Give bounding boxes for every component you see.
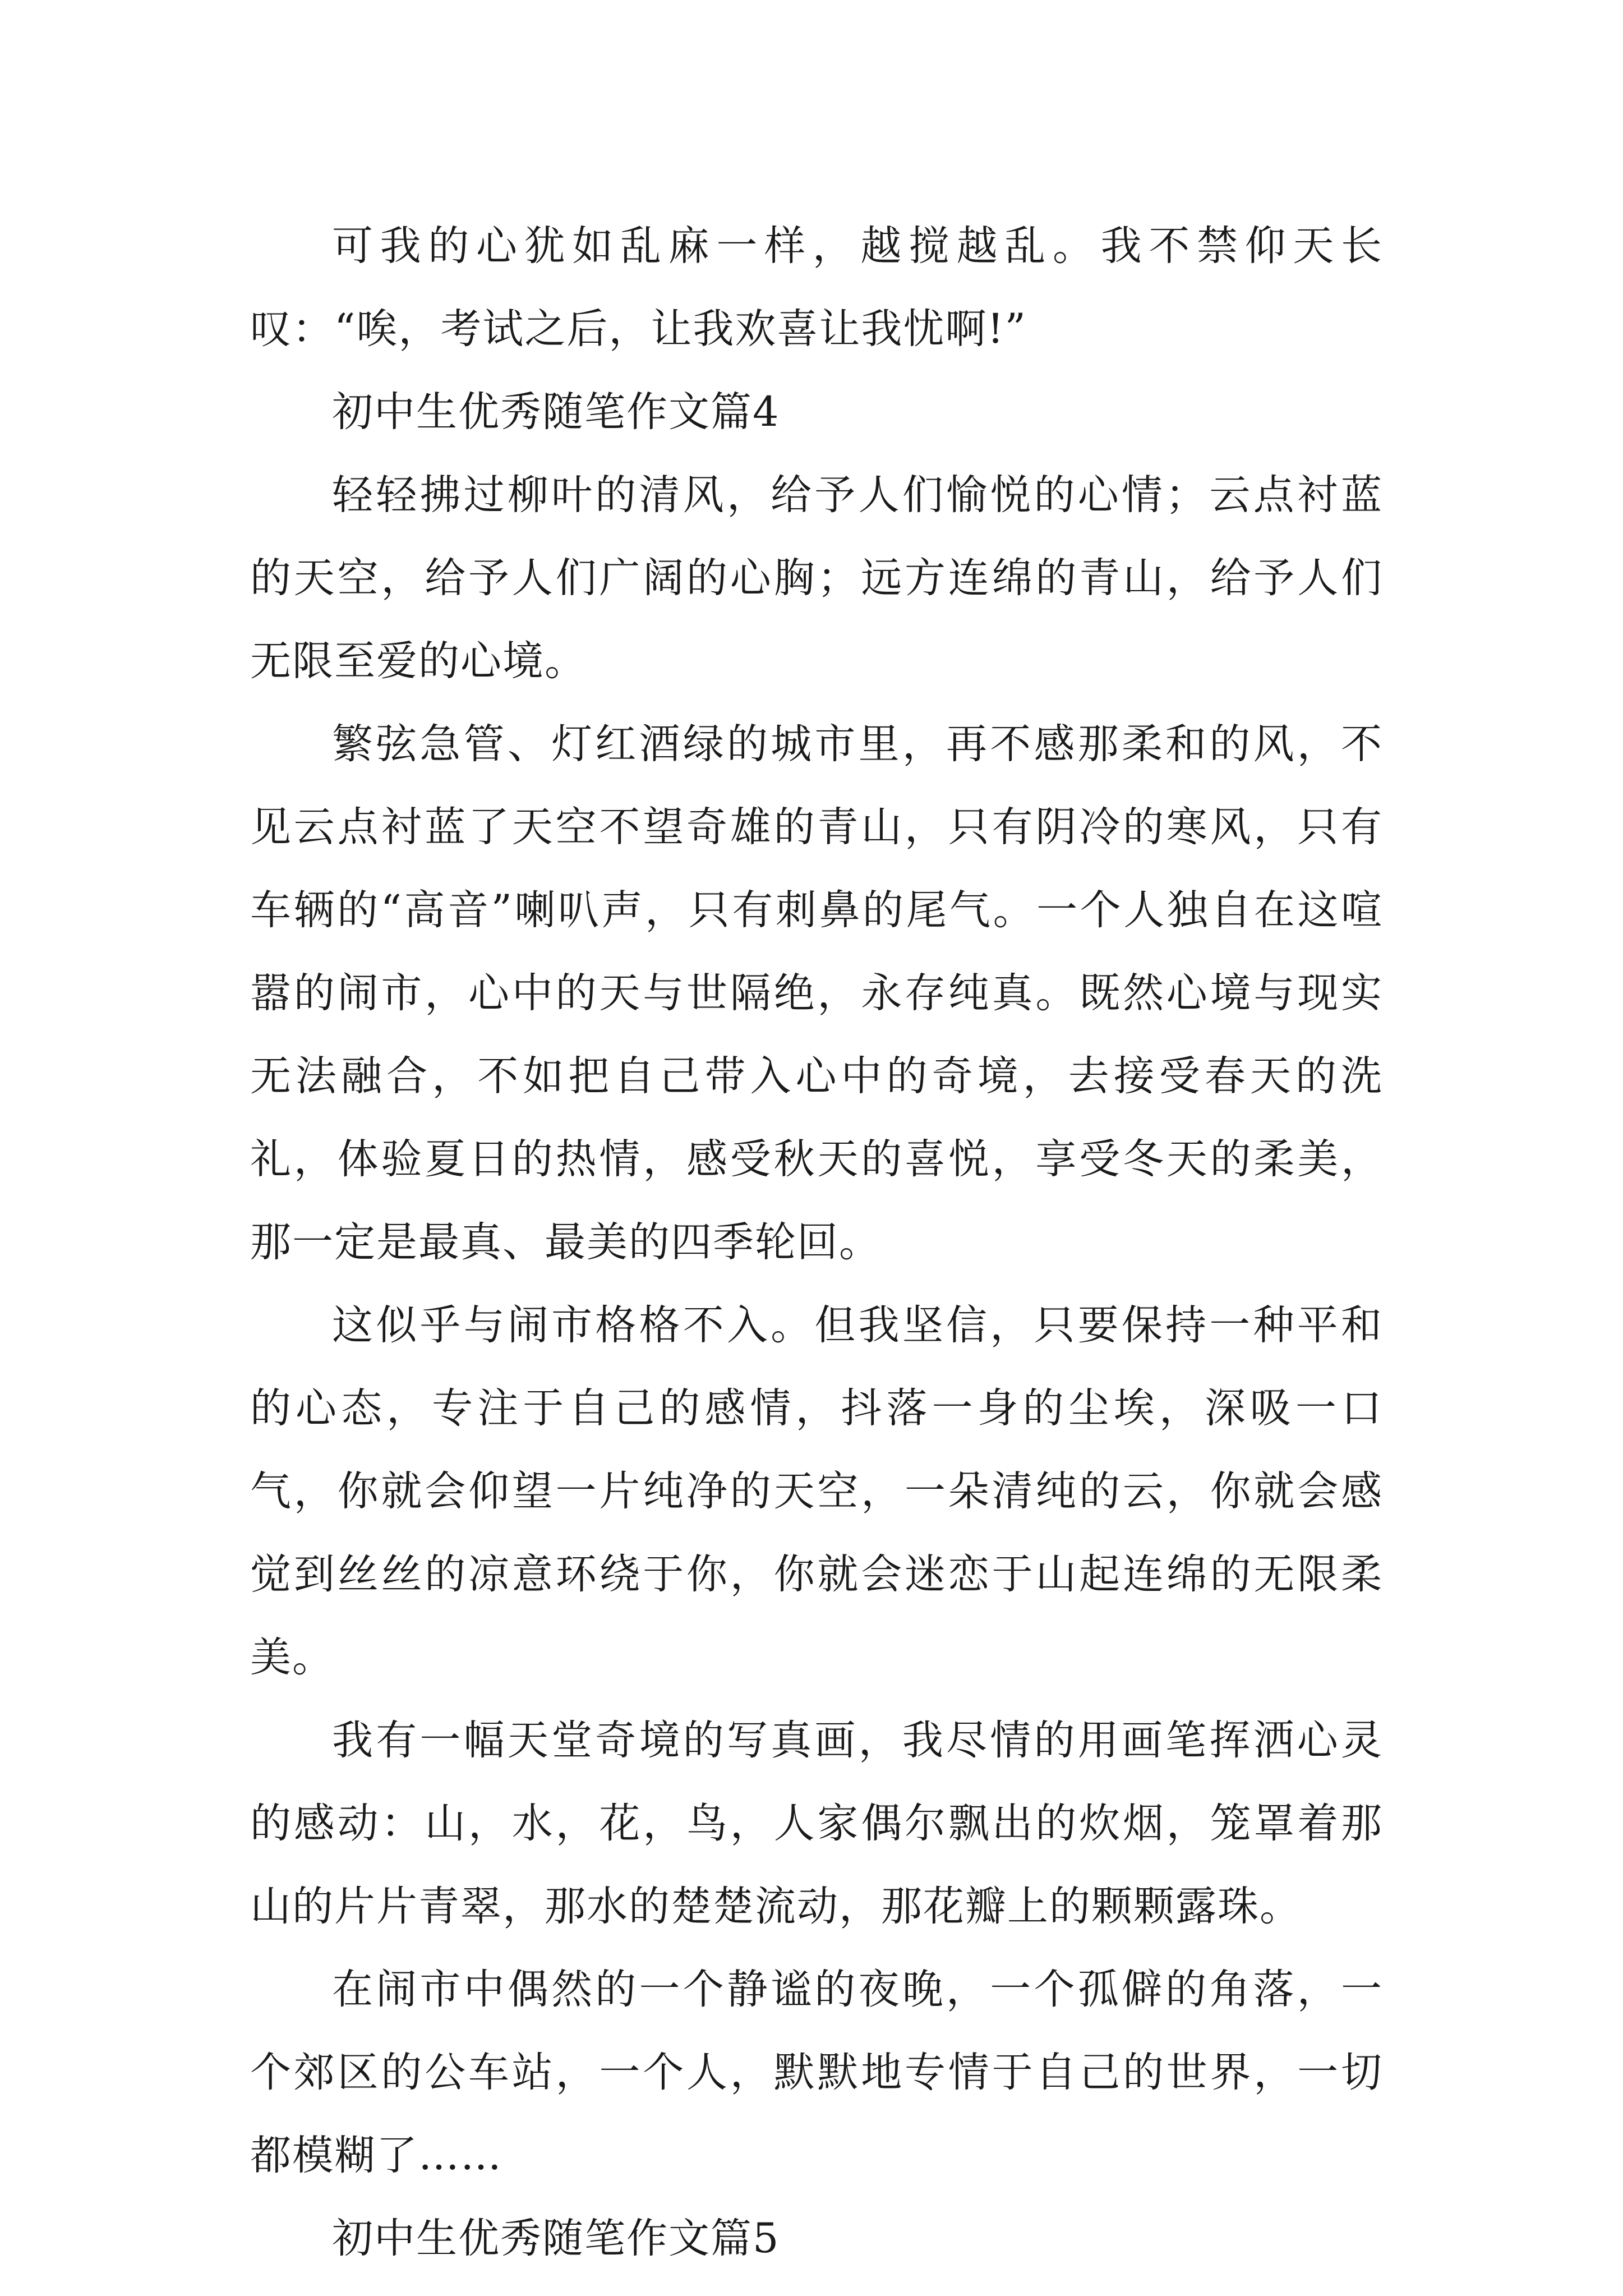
paragraph-quiet-night: 在闹市中偶然的一个静谧的夜晚，一个孤僻的角落，一个郊区的公车站，一个人，默默地专情于自己的世界，一切都模糊了…… — [250, 1966, 1383, 2179]
paragraph-city-noise: 繁弦急管、灯红酒绿的城市里，再不感那柔和的风，不见云点衬蓝了天空不望奇雄的青山，只有阴冷的寒风，只有车辆的“高音”喇叭声，只有刺鼻的尾气。一个人独自在这喧嚣的闹市，心中的天与世隔绝，永存纯真。既然心境与现实无法融合，不如把自己带入心中的奇境，去接受春天的洗礼，体验夏日的热情，感受秋天的喜悦，享受冬天的柔美，那一定是最真、最美的四季轮回。 — [250, 720, 1383, 1266]
section-heading-4: 初中生优秀随笔作文篇4 — [332, 388, 780, 436]
paragraph-painting: 我有一幅天堂奇境的写真画，我尽情的用画笔挥洒心灵的感动：山，水，花，鸟，人家偶尔飘出的炊烟，笼罩着那山的片片青翠，那水的楚楚流动，那花瓣上的颗颗露珠。 — [250, 1717, 1383, 1930]
paragraph-breeze-sky-mountains: 轻轻拂过柳叶的清风，给予人们愉悦的心情；云点衬蓝的天空，给予人们广阔的心胸；远方连绵的青山，给予人们无限至爱的心境。 — [250, 471, 1383, 685]
paragraph-calm-mind: 这似乎与闹市格格不入。但我坚信，只要保持一种平和的心态，专注于自己的感情，抖落一身的尘埃，深吸一口气，你就会仰望一片纯净的天空，一朵清纯的云，你就会感觉到丝丝的凉意环绕于你，你就会迷恋于山起连绵的无限柔美。 — [250, 1301, 1383, 1681]
paragraph-exam-reflection: 可我的心犹如乱麻一样，越搅越乱。我不禁仰天长叹：“唉，考试之后，让我欢喜让我忧啊!” — [250, 222, 1383, 353]
section-heading-5: 初中生优秀随笔作文篇5 — [332, 2215, 780, 2262]
document-body — [250, 205, 1383, 2280]
